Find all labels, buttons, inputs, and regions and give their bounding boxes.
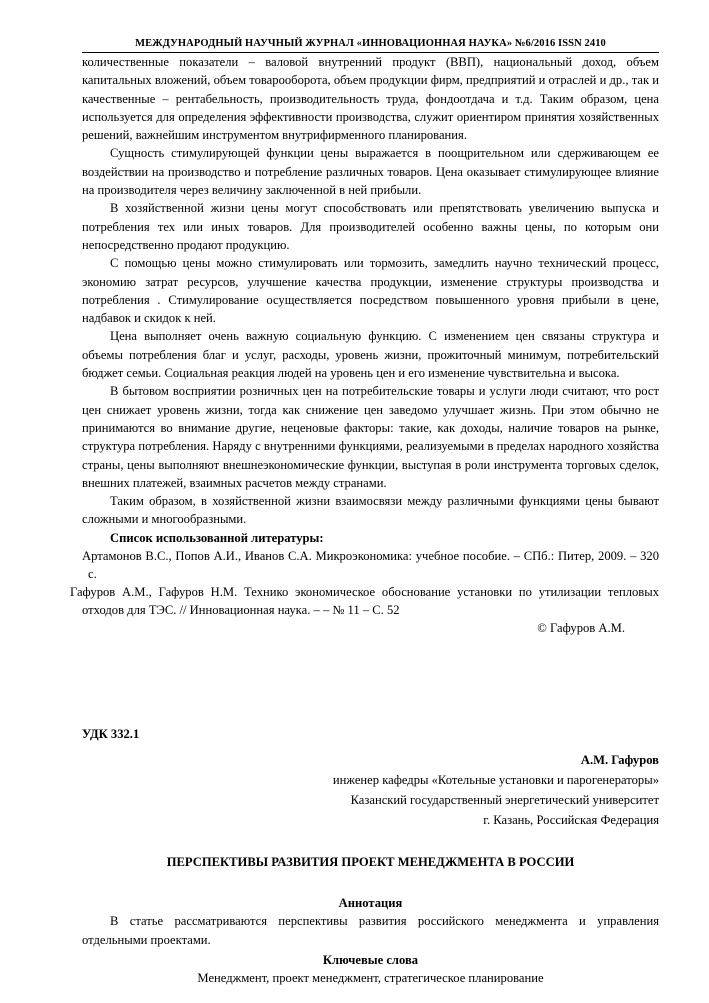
body-paragraph: Сущность стимулирующей функции цены выражается в поощрительном или сдерживающем ее воздействии на производство и потребление различных товаров. Цена оказывает стимулирующее влияние на производителя через величину заключенной в ней прибыли. (82, 146, 659, 198)
journal-page (70, 38, 659, 987)
author-city: г. Казань, Российская Федерация (483, 812, 659, 827)
udk-code: УДК 332.1 (82, 727, 140, 742)
body-paragraph: Цена выполняет очень важную социальную функцию. С изменением цен связаны структура и объемы потребления благ и услуг, расходы, уровень жизни, прожиточный минимум, потребительский бюджет семьи. Социальная реакция людей на уровень цен и его изменение чувствительна и высока. (82, 329, 659, 381)
abstract-heading: Аннотация (338, 895, 403, 910)
article-author: А.М. Гафуров (580, 753, 659, 768)
author-position: инженер кафедры «Котельные установки и парогенераторы» (332, 772, 659, 787)
body-paragraph: С помощью цены можно стимулировать или тормозить, замедлить научно технический процесс, экономию затрат ресурсов, улучшение качества продукции, изменение структуры производства и потребления . Стимулирование осуществляется посредством повышенного уровня прибыли в цене, надбавок и скидок к ней. (82, 256, 659, 326)
copyright-line: © Гафуров А.М. (537, 620, 625, 635)
author-university: Казанский государственный энергетический университет (350, 792, 659, 807)
reference-item: Гафуров А.М., Гафуров Н.М. Технико экономическое обоснование установки по утилизации тепловых отходов для ТЭС. // Инновационная наука. – – № 11 – С. 52 (70, 584, 659, 617)
abstract-text: В статье рассматриваются перспективы развития российского менеджмента и управления отдельными проектами. (82, 914, 659, 947)
article-title: ПЕРСПЕКТИВЫ РАЗВИТИЯ ПРОЕКТ МЕНЕДЖМЕНТА В РОССИИ (166, 854, 575, 869)
references-title: Список использованной литературы: (110, 530, 324, 545)
journal-header: МЕЖДУНАРОДНЫЙ НАУЧНЫЙ ЖУРНАЛ «ИННОВАЦИОННАЯ НАУКА» №6/2016 ISSN 2410 (82, 38, 659, 53)
reference-item: Артамонов В.С., Попов А.И., Иванов С.А. Микроэкономика: учебное пособие. – СПб.: Питер, 2009. – 320 с. (82, 548, 659, 581)
body-paragraph: В бытовом восприятии розничных цен на потребительские товары и услуги люди считают, что рост цен снижает уровень жизни, тогда как снижение цен заведомо улучшает жизнь. При этом обычно не принимаются во внимание другие, неценовые факторы: такие, как доходы, наличие товаров на рынке, структура потребления. Наряду с внутренними функциями, реализуемыми в пределах народного хозяйства страны, цены выполняют внешнеэкономические функции, выступая в роли инструмента торговых сделок, внешних платежей, взаимных расчетов между странами. (82, 384, 659, 490)
keywords-heading: Ключевые слова (322, 952, 419, 967)
body-paragraph: В хозяйственной жизни цены могут способствовать или препятствовать увеличению выпуска и потребления тех или иных товаров. Для производителей особенно важны цены, по которым они непосредственно продают продукцию. (82, 201, 659, 252)
body-paragraph: Таким образом, в хозяйственной жизни взаимосвязи между различными функциями цены бывают сложными и многообразными. (82, 494, 659, 527)
body-paragraph: количественные показатели – валовой внутренний продукт (ВВП), национальный доход, объем капитальных вложений, объем товарооборота, объем продукции фирм, предприятий и отраслей и др., так и качественные – рентабельность, производительность труда, фондоотдача и т.д. Таким образом, цена используется для определения эффективности производства, служит ориентиром принятия хозяйственных решений, важнейшим инструментом внутрифирменного планирования. (82, 55, 659, 143)
keywords-text: Менеджмент, проект менеджмент, стратегическое планирование (197, 971, 544, 986)
